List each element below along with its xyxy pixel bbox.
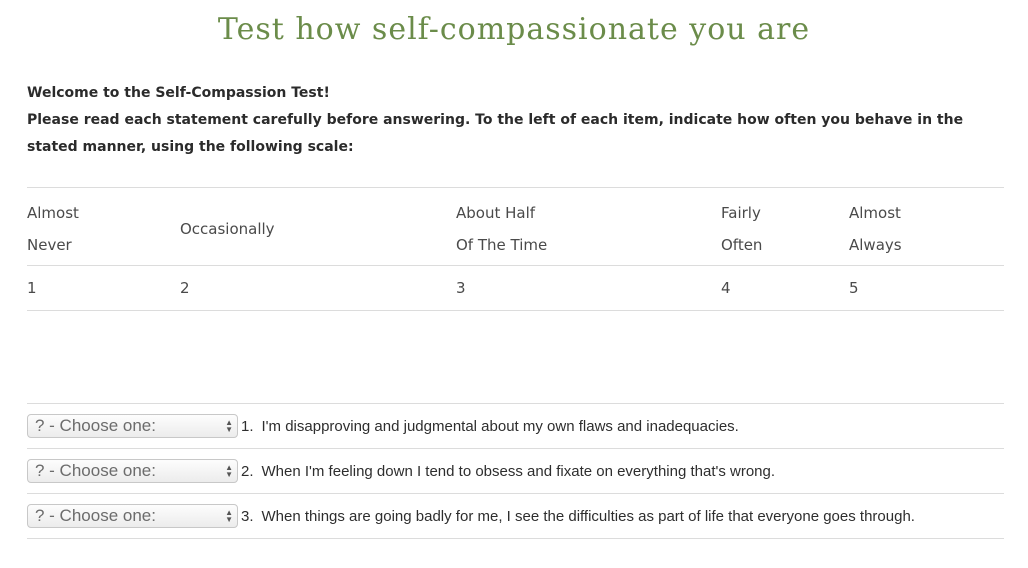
scale-label-5-line1: Almost: [849, 204, 901, 222]
instructions-text: Please read each statement carefully before answering. To the left of each item, indicate how often you behave in the stated manner, using the following scale:: [27, 112, 964, 155]
scale-label-4: [721, 197, 762, 261]
select-arrows-icon: ▲ ▼: [225, 508, 233, 524]
answer-select-2[interactable]: [27, 459, 238, 483]
question-row-1: [27, 404, 1004, 449]
scale-label-4-line1: Fairly: [721, 204, 761, 222]
answer-select-1-value: ? - Choose one:: [35, 416, 156, 435]
select-arrows-icon: ▲ ▼: [225, 418, 233, 434]
page-title: Test how self-compassionate you are: [217, 12, 811, 47]
scale-label-5: [849, 197, 902, 261]
question-list: [27, 403, 1004, 539]
select-arrows-icon: ▲ ▼: [225, 463, 233, 479]
scale-number-3: 3: [456, 279, 466, 297]
question-text-2: When I'm feeling down I tend to obsess and fixate on everything that's wrong.: [261, 462, 776, 480]
scale-label-3-line2: Of The Time: [456, 236, 548, 254]
question-row-2: [27, 449, 1004, 494]
scale-label-1-line2: Never: [27, 236, 72, 254]
scale-number-4: 4: [721, 279, 731, 297]
scale-number-5: 5: [849, 279, 859, 297]
scale-table: [27, 187, 1004, 311]
scale-label-1: [27, 197, 79, 261]
answer-select-3-value: ? - Choose one:: [35, 506, 156, 525]
scale-label-2: [180, 213, 275, 245]
question-number-2: 2.: [241, 462, 254, 480]
scale-number-2: 2: [180, 279, 190, 297]
answer-select-2-value: ? - Choose one:: [35, 461, 156, 480]
scale-label-1-line1: Almost: [27, 204, 79, 222]
scale-label-3: [456, 197, 547, 261]
welcome-text: Welcome to the Self-Compassion Test!: [27, 85, 330, 101]
scale-label-4-line2: Often: [721, 236, 763, 254]
question-text-1: I'm disapproving and judgmental about my own flaws and inadequacies.: [261, 417, 739, 435]
scale-label-3-line1: About Half: [456, 204, 536, 222]
question-text-3: When things are going badly for me, I see the difficulties as part of life that everyone goes through.: [261, 507, 915, 525]
question-row-3: [27, 494, 1004, 539]
scale-label-2-line1: Occasionally: [180, 220, 275, 238]
scale-labels-row: [27, 188, 1004, 266]
question-number-1: 1.: [241, 417, 254, 435]
scale-label-5-line2: Always: [849, 236, 902, 254]
scale-number-1: 1: [27, 279, 37, 297]
question-number-3: 3.: [241, 507, 254, 525]
answer-select-3[interactable]: [27, 504, 238, 528]
scale-numbers-row: [27, 266, 1004, 311]
answer-select-1[interactable]: [27, 414, 238, 438]
intro-text: [27, 80, 1002, 161]
